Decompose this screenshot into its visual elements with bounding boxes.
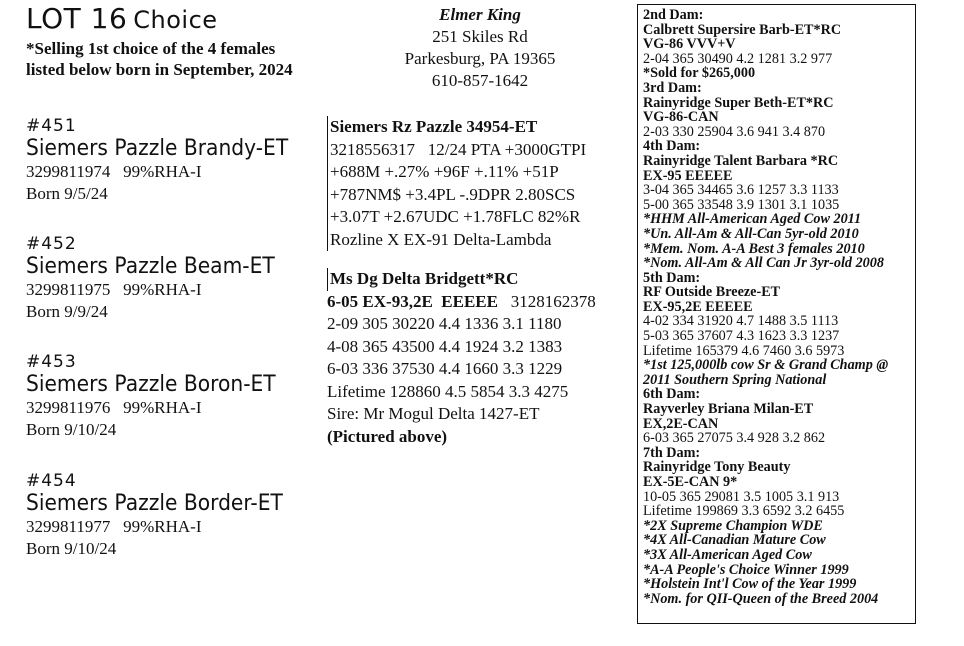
entry-registration: 3299811974 99%RHA-I	[26, 162, 202, 181]
pedigree-line: 10-05 365 29081 3.5 1005 3.1 913	[643, 488, 840, 505]
entry-name: Siemers Pazzle Brandy-ET	[26, 136, 289, 161]
sire-name: Siemers Rz Pazzle 34954-ET	[330, 117, 538, 136]
lot-subtitle-line: listed below born in September, 2024	[26, 60, 293, 79]
pedigree-honor: *Mem. Nom. A-A Best 3 females 2010	[643, 240, 865, 257]
pedigree-line: Calbrett Supersire Barb-ET*RC	[643, 21, 842, 38]
entry-number: #452	[26, 234, 77, 254]
dam-registration: 3128162378	[510, 291, 596, 311]
pedigree-line: Lifetime 165379 4.6 7460 3.6 5973	[643, 342, 845, 359]
sire-line: 3218556317 12/24 PTA +3000GTPI	[330, 139, 587, 159]
dam-record: 4-08 365 43500 4.4 1924 3.2 1383	[327, 336, 563, 356]
entry-registration: 3299811975 99%RHA-I	[26, 280, 202, 299]
pedigree-honor: *A-A People's Choice Winner 1999	[643, 561, 849, 578]
entry-born: Born 9/10/24	[26, 420, 117, 439]
pedigree-line: 2-04 365 30490 4.2 1281 3.2 977	[643, 50, 833, 67]
pedigree-line: EX-5E-CAN 9*	[643, 474, 738, 490]
dam-record: 6-03 336 37530 4.4 1660 3.3 1229	[327, 359, 563, 378]
pedigree-honor: *1st 125,000lb cow Sr & Grand Champ @	[643, 357, 889, 374]
pedigree-honor: *HHM All-American Aged Cow 2011	[643, 211, 862, 228]
consignor-block	[380, 4, 580, 92]
entry-number: #454	[26, 471, 77, 491]
dam-classification: 6-05 EX-93,2E EEEEE	[327, 291, 498, 311]
lot-choice-label: Choice	[133, 6, 218, 34]
pedigree-honor: *Holstein Int'l Cow of the Year 1999	[643, 576, 857, 593]
pedigree-line: 2nd Dam:	[643, 7, 704, 23]
pedigree-line: EX-95 EEEEE	[643, 167, 733, 184]
dam-record: 2-09 305 30220 4.4 1336 3.1 1180	[327, 314, 562, 333]
sire-line: +787NM$ +3.4PL -.9DPR 2.80SCS	[330, 184, 576, 204]
dam-block	[327, 268, 637, 448]
pedigree-honor: *Nom. All-Am & All Can Jr 3yr-old 2008	[643, 255, 884, 272]
consignor-phone: 610-857-1642	[431, 71, 529, 90]
entry-number: #451	[26, 116, 77, 136]
entry-born: Born 9/9/24	[26, 302, 108, 321]
pedigree-line: 5-03 365 37607 4.3 1623 3.3 1237	[643, 328, 840, 345]
pedigree-line: 4-02 334 31920 4.7 1488 3.5 1113	[643, 313, 839, 330]
entry-454	[26, 471, 316, 560]
consignor-name: Elmer King	[439, 5, 521, 24]
pedigree-honor: *3X All-American Aged Cow	[643, 546, 812, 563]
pedigree-honor: 2011 Southern Spring National	[643, 371, 827, 388]
pedigree-line: 4th Dam:	[643, 138, 701, 155]
entry-registration: 3299811976 99%RHA-I	[26, 398, 202, 417]
entry-453	[26, 352, 316, 441]
pedigree-line: 5-00 365 33548 3.9 1301 3.1 1035	[643, 196, 840, 213]
pedigree-line: Rainyridge Talent Barbara *RC	[643, 152, 839, 169]
consignor-address-line: 251 Skiles Rd	[432, 27, 528, 46]
pedigree-line: 7th Dam:	[643, 444, 701, 461]
entry-451	[26, 116, 316, 205]
pedigree-line: EX-95,2E EEEEE	[643, 298, 753, 315]
dam-lifetime: Lifetime 128860 4.5 5854 3.3 4275	[327, 381, 569, 401]
pedigree-line: VG-86 VVV+V	[643, 36, 736, 53]
consignor-city-line: Parkesburg, PA 19365	[404, 49, 556, 68]
pedigree-line: Rainyridge Tony Beauty	[643, 459, 791, 476]
pedigree-honor: *Un. All-Am & All-Can 5yr-old 2010	[643, 225, 859, 242]
pedigree-line: 5th Dam:	[643, 269, 701, 286]
sire-line: Rozline X EX-91 Delta-Lambda	[330, 229, 552, 249]
sire-line: +688M +.27% +96F +.11% +51P	[330, 162, 559, 181]
lot-number: LOT 16	[26, 2, 128, 35]
pedigree-line: *Sold for $265,000	[643, 65, 756, 82]
entry-born: Born 9/5/24	[26, 184, 108, 203]
entry-name: Siemers Pazzle Beam-ET	[26, 254, 275, 279]
entry-number: #453	[26, 352, 77, 372]
pedigree-honor: *4X All-Canadian Mature Cow	[643, 532, 826, 549]
pedigree-line: EX,2E-CAN	[643, 415, 719, 432]
pedigree-line: Rainyridge Super Beth-ET*RC	[643, 94, 834, 111]
pedigree-line: RF Outside Breeze-ET	[643, 284, 781, 301]
entry-name: Siemers Pazzle Border-ET	[26, 491, 283, 516]
pedigree-honor: *2X Supreme Champion WDE	[643, 517, 823, 534]
dam-pictured-note: (Pictured above)	[327, 426, 448, 446]
pedigree-line: 6th Dam:	[643, 386, 701, 403]
pedigree-honor: *Nom. for QII-Queen of the Breed 2004	[643, 590, 879, 607]
pedigree-line: Rayverley Briana Milan-ET	[643, 401, 814, 418]
pedigree-line: 3-04 365 34465 3.6 1257 3.3 1133	[643, 182, 839, 199]
lot-title	[26, 2, 218, 35]
dam-name: Ms Dg Delta Bridgett*RC	[330, 269, 519, 288]
pedigree-box	[637, 4, 916, 624]
entry-registration: 3299811977 99%RHA-I	[26, 517, 202, 536]
entry-name: Siemers Pazzle Boron-ET	[26, 372, 276, 397]
sire-line: +3.07T +2.67UDC +1.78FLC 82%R	[330, 207, 581, 226]
pedigree-line: 6-03 365 27075 3.4 928 3.2 862	[643, 430, 826, 447]
dam-sire: Sire: Mr Mogul Delta 1427-ET	[327, 404, 540, 423]
sire-block	[327, 116, 637, 251]
pedigree-line: Lifetime 199869 3.3 6592 3.2 6455	[643, 503, 845, 520]
lot-subtitle	[26, 38, 293, 80]
lot-subtitle-line: *Selling 1st choice of the 4 females	[26, 39, 276, 58]
pedigree-line: 3rd Dam:	[643, 79, 702, 96]
entry-born: Born 9/10/24	[26, 539, 117, 558]
entry-452	[26, 234, 316, 323]
pedigree-line: VG-86-CAN	[643, 109, 719, 126]
pedigree-line: 2-03 330 25904 3.6 941 3.4 870	[643, 123, 826, 140]
